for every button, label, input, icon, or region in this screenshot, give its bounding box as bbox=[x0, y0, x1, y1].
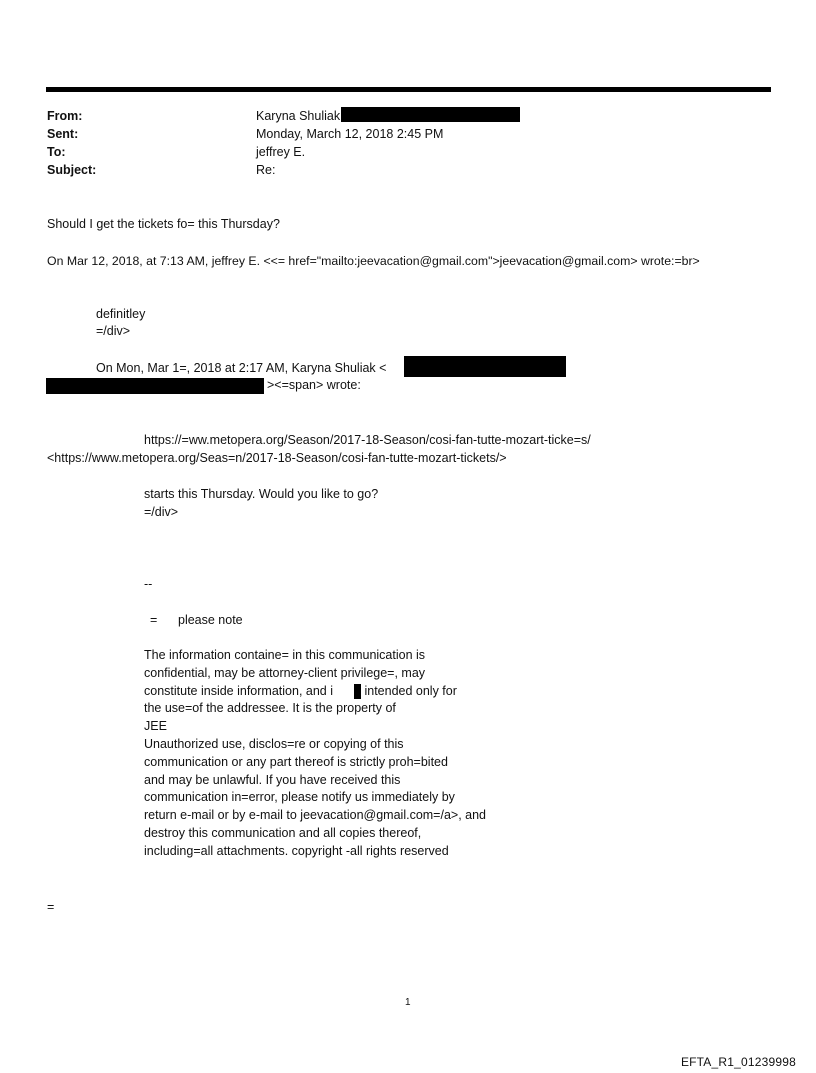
redaction-block bbox=[46, 378, 264, 394]
disclaimer-part-c: the use=of the addressee. It is the property of JEE Unauthorized use, disclos=re or copying of this communication or any part thereof is strictly proh=bited and may be unlawful. If you have received this communication in=error, please notify us immediately by return e-mail or by e-mail to jeevacation@gmail.com=/a>, and destroy this communication and all copies thereof, including=all attachments. copyright -all rights reserved bbox=[144, 701, 487, 858]
redaction-block bbox=[354, 684, 361, 699]
opera-link: https://=ww.metopera.org/Season/2017-18-Season/cosi-fan-tutte-mozart-ticke=s/ bbox=[144, 433, 591, 447]
redaction-block bbox=[341, 107, 520, 122]
subject-label: Subject: bbox=[47, 163, 97, 177]
quoted-div-tag: =/div> bbox=[144, 505, 179, 519]
redaction-block bbox=[404, 356, 566, 377]
body-line: Should I get the tickets fo= this Thursday? bbox=[47, 217, 280, 231]
sent-label: Sent: bbox=[47, 127, 79, 141]
disclaimer-part-a: The information containe= in this communication is confidential, may be attorney-client privilege=, may constitute inside information, and i bbox=[144, 648, 426, 698]
to-value: jeffrey E. bbox=[256, 145, 306, 159]
note-heading: please note bbox=[178, 613, 243, 627]
subject-value: Re: bbox=[256, 163, 276, 177]
quote-header: On Mon, Mar 1=, 2018 at 2:17 AM, Karyna Shuliak < bbox=[96, 361, 387, 375]
sent-value: Monday, March 12, 2018 2:45 PM bbox=[256, 127, 444, 141]
reply-text: definitley bbox=[96, 307, 146, 321]
trailing-marker: = bbox=[47, 900, 55, 914]
quoted-header-line: On Mar 12, 2018, at 7:13 AM, jeffrey E. <<= href="mailto:jeevacation@gmail.com">jeevacation@gmail.com> wrote:=br> bbox=[47, 254, 700, 268]
opera-link-url: <https://www.metopera.org/Seas=n/2017-18-Season/cosi-fan-tutte-mozart-tickets/> bbox=[47, 451, 507, 465]
page-number: 1 bbox=[405, 997, 411, 1008]
header-rule bbox=[46, 87, 771, 92]
quoted-message: starts this Thursday. Would you like to go? bbox=[144, 487, 379, 501]
from-label: From: bbox=[47, 109, 83, 123]
bates-number: EFTA_R1_01239998 bbox=[680, 1055, 796, 1069]
quote-header-continued: ><=span> wrote: bbox=[267, 378, 361, 392]
note-marker: = bbox=[150, 613, 158, 627]
disclaimer-part-b: intended only for bbox=[361, 683, 457, 698]
reply-div-tag: =/div> bbox=[96, 324, 131, 338]
signature-separator: -- bbox=[144, 577, 153, 591]
from-value: Karyna Shuliak bbox=[256, 109, 341, 123]
to-label: To: bbox=[47, 145, 66, 159]
